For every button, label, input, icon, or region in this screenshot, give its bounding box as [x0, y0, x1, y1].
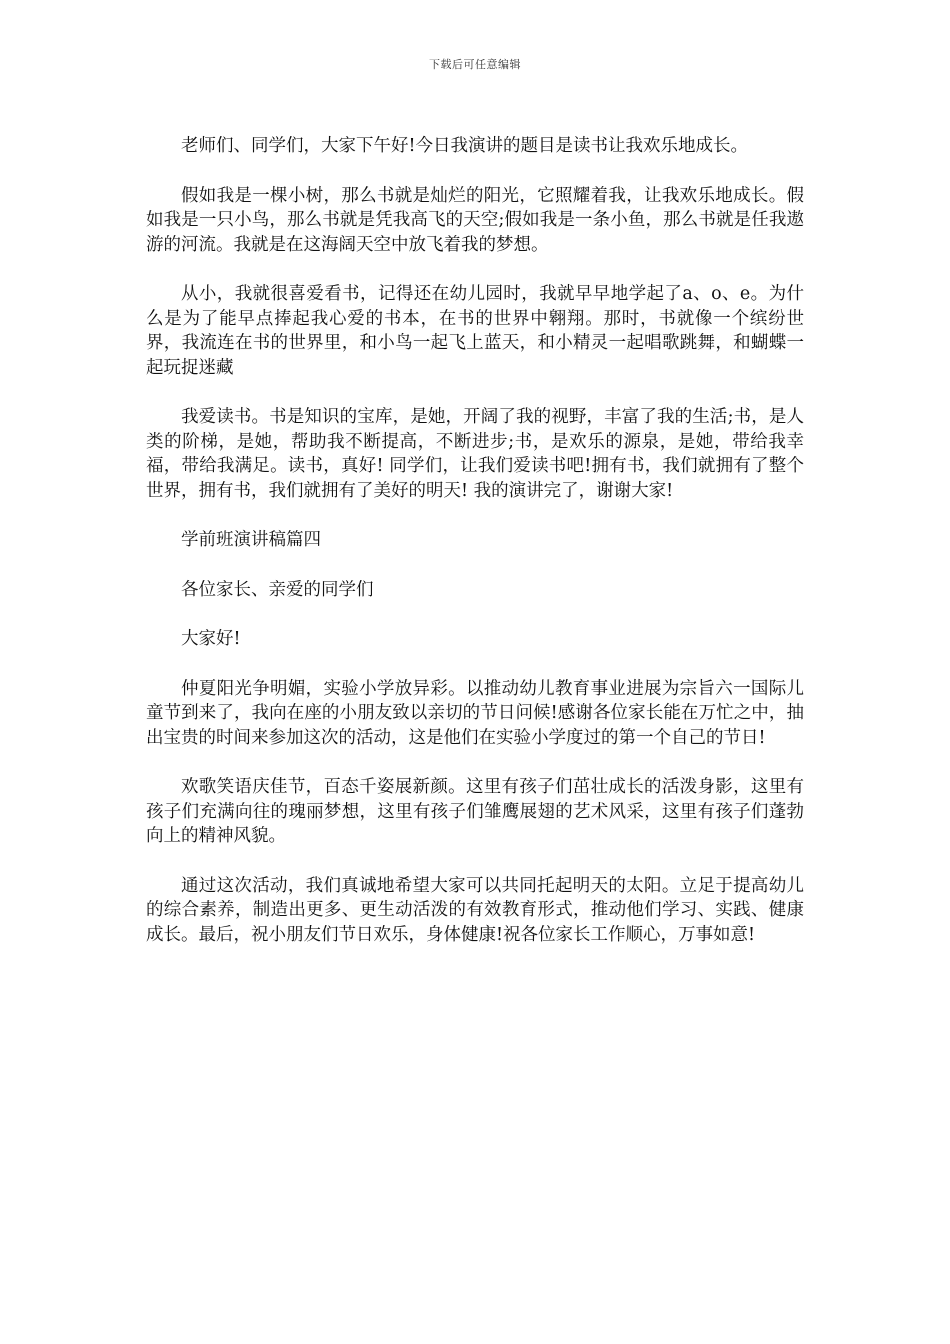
document-body: [146, 134, 804, 972]
paragraph-childrens-day: 仲夏阳光争明媚，实验小学放异彩。以推动幼儿教育事业进展为宗旨六一国际儿童节到来了，我向在座的小朋友致以亲切的节日问候!感谢各位家长能在万忙之中，抽出宝贵的时间来参加这次的活动，这是他们在实验小学度过的第一个自己的节日!: [146, 678, 804, 748]
paragraph-love-reading: 我爱读书。书是知识的宝库，是她，开阔了我的视野，丰富了我的生活;书，是人类的阶梯，是她，帮助我不断提高，不断进步;书，是欢乐的源泉，是她，带给我幸福，带给我满足。读书，真好! 同学们，让我们爱读书吧!拥有书，我们就拥有了整个世界，拥有书，我们就拥有了美好的明天! 我的演讲完了，谢谢大家!: [146, 407, 804, 501]
paragraph-childhood-reading: 从小，我就很喜爱看书，记得还在幼儿园时，我就早早地学起了a、o、e。为什么是为了能早点捧起我心爱的书本，在书的世界中翱翔。那时，书就像一个缤纷世界，我流连在书的世界里，和小鸟一起飞上蓝天，和小精灵一起唱歌跳舞，和蝴蝶一起玩捉迷藏: [146, 284, 804, 378]
header-note: 下载后可任意编辑: [429, 58, 521, 71]
paragraph-salutation: 各位家长、亲爱的同学们: [181, 579, 374, 600]
paragraph-hello: 大家好!: [181, 629, 241, 649]
section-heading: 学前班演讲稿篇四: [181, 530, 321, 550]
paragraph-celebration: 欢歌笑语庆佳节，百态千姿展新颜。这里有孩子们茁壮成长的活泼身影，这里有孩子们充满向往的瑰丽梦想，这里有孩子们雏鹰展翅的艺术风采，这里有孩子们蓬勃向上的精神风貌。: [146, 777, 804, 846]
paragraph-tree-bird-fish: 假如我是一棵小树，那么书就是灿烂的阳光，它照耀着我，让我欢乐地成长。假如我是一只小鸟，那么书就是凭我高飞的天空;假如我是一条小鱼，那么书就是任我遨游的河流。我就是在这海阔天空中放飞着我的梦想。: [146, 185, 804, 255]
paragraph-greeting: 老师们、同学们，大家下午好!今日我演讲的题目是读书让我欢乐地成长。: [181, 136, 749, 156]
paragraph-closing: 通过这次活动，我们真诚地希望大家可以共同托起明天的太阳。立足于提高幼儿的综合素养，制造出更多、更生动活泼的有效教育形式，推动他们学习、实践、健康成长。最后，祝小朋友们节日欢乐，身体健康!祝各位家长工作顺心，万事如意!: [146, 875, 804, 945]
